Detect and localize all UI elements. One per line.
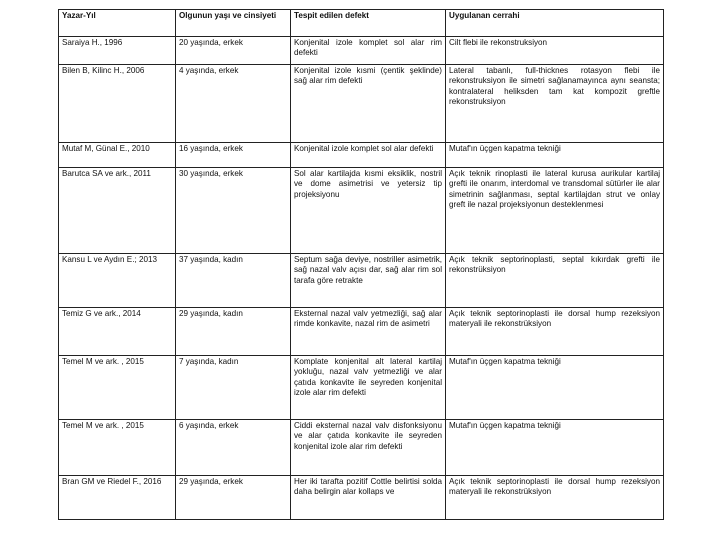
cell-surgery: Mutaf'ın üçgen kapatma tekniği: [446, 420, 664, 476]
header-defect: Tespit edilen defekt: [291, 10, 446, 37]
cell-defect: Konjenital izole kısmi (çentik şeklinde) sağ alar rim defekti: [291, 65, 446, 143]
cell-age-sex: 29 yaşında, kadın: [176, 308, 291, 356]
cell-defect: Sol alar kartilajda kısmi eksiklik, nostril ve dome asimetrisi ve yetersiz tip projeksiyonu: [291, 168, 446, 254]
cell-defect: Konjenital izole komplet sol alar defekti: [291, 143, 446, 168]
cell-defect: Her iki tarafta pozitif Cottle belirtisi solda daha belirgin alar kollaps ve: [291, 476, 446, 520]
cell-surgery: Mutaf'ın üçgen kapatma tekniği: [446, 356, 664, 420]
cell-author: Bilen B, Kilinc H., 2006: [59, 65, 176, 143]
cell-age-sex: 16 yaşında, erkek: [176, 143, 291, 168]
cell-age-sex: 30 yaşında, erkek: [176, 168, 291, 254]
cell-author: Saraiya H., 1996: [59, 37, 176, 65]
cell-age-sex: 7 yaşında, kadın: [176, 356, 291, 420]
cell-author: Bran GM ve Riedel F., 2016: [59, 476, 176, 520]
cell-age-sex: 4 yaşında, erkek: [176, 65, 291, 143]
table-row: [59, 308, 664, 356]
table-row: [59, 37, 664, 65]
cell-author: Temel M ve ark. , 2015: [59, 420, 176, 476]
cell-age-sex: 20 yaşında, erkek: [176, 37, 291, 65]
cell-surgery: Açık teknik rinoplasti ile lateral kurusa aurikular kartilaj grefti ile onarım, interdomal ve transdomal sütürler ile alar simetrinin sağlanması, septal kartilajdan strut ve onlay greft ile nazal projeksiyonun desteklenmesi: [446, 168, 664, 254]
literature-table-container: [58, 9, 663, 520]
cell-surgery: Açık teknik septorinoplasti ile dorsal hump rezeksiyon materyali ile rekonstrüksiyon: [446, 476, 664, 520]
table-header-row: [59, 10, 664, 37]
cell-defect: Ciddi eksternal nazal valv disfonksiyonu ve alar çatıda konkavite ile seyreden konjenital izole alar rim defekti: [291, 420, 446, 476]
table-row: [59, 65, 664, 143]
table-row: [59, 420, 664, 476]
cell-surgery: Açık teknik septorinoplasti, septal kıkırdak grefti ile rekonstrüksiyon: [446, 254, 664, 308]
cell-age-sex: 6 yaşında, erkek: [176, 420, 291, 476]
cell-defect: Eksternal nazal valv yetmezliği, sağ alar rimde konkavite, nazal rim de asimetri: [291, 308, 446, 356]
cell-age-sex: 29 yaşında, erkek: [176, 476, 291, 520]
table-row: [59, 356, 664, 420]
cell-defect: Konjenital izole komplet sol alar rim defekti: [291, 37, 446, 65]
header-surgery: Uygulanan cerrahi: [446, 10, 664, 37]
cell-defect: Komplate konjenital alt lateral kartilaj yokluğu, nazal valv yetmezliği ve alar çatıda konkavite ile seyreden konjenital izole alar rim defekti: [291, 356, 446, 420]
cell-defect: Septum sağa deviye, nostriller asimetrik, sağ nazal valv açısı dar, sağ alar rim sol tarafa göre retrakte: [291, 254, 446, 308]
cell-surgery: Cilt flebi ile rekonstruksiyon: [446, 37, 664, 65]
cell-author: Temel M ve ark. , 2015: [59, 356, 176, 420]
cell-author: Temiz G ve ark., 2014: [59, 308, 176, 356]
cell-age-sex: 37 yaşında, kadın: [176, 254, 291, 308]
table-row: [59, 143, 664, 168]
cell-author: Kansu L ve Aydın E.; 2013: [59, 254, 176, 308]
cell-surgery: Açık teknik septorinoplasti ile dorsal hump rezeksiyon materyali ile rekonstrüksiyon: [446, 308, 664, 356]
table-row: [59, 168, 664, 254]
cell-author: Mutaf M, Günal E., 2010: [59, 143, 176, 168]
cell-author: Barutca SA ve ark., 2011: [59, 168, 176, 254]
cell-surgery: Mutaf'ın üçgen kapatma tekniği: [446, 143, 664, 168]
cell-surgery: Lateral tabanlı, full-thicknes rotasyon flebi ile rekonstruksiyon ile simetri sağlanamayınca aynı seansta; kontralateral heliksden tam kat kompozit greftle rekonstruksiyon: [446, 65, 664, 143]
header-author-year: Yazar-Yıl: [59, 10, 176, 37]
header-age-sex: Olgunun yaşı ve cinsiyeti: [176, 10, 291, 37]
literature-review-table: [58, 9, 664, 520]
table-row: [59, 476, 664, 520]
table-row: [59, 254, 664, 308]
